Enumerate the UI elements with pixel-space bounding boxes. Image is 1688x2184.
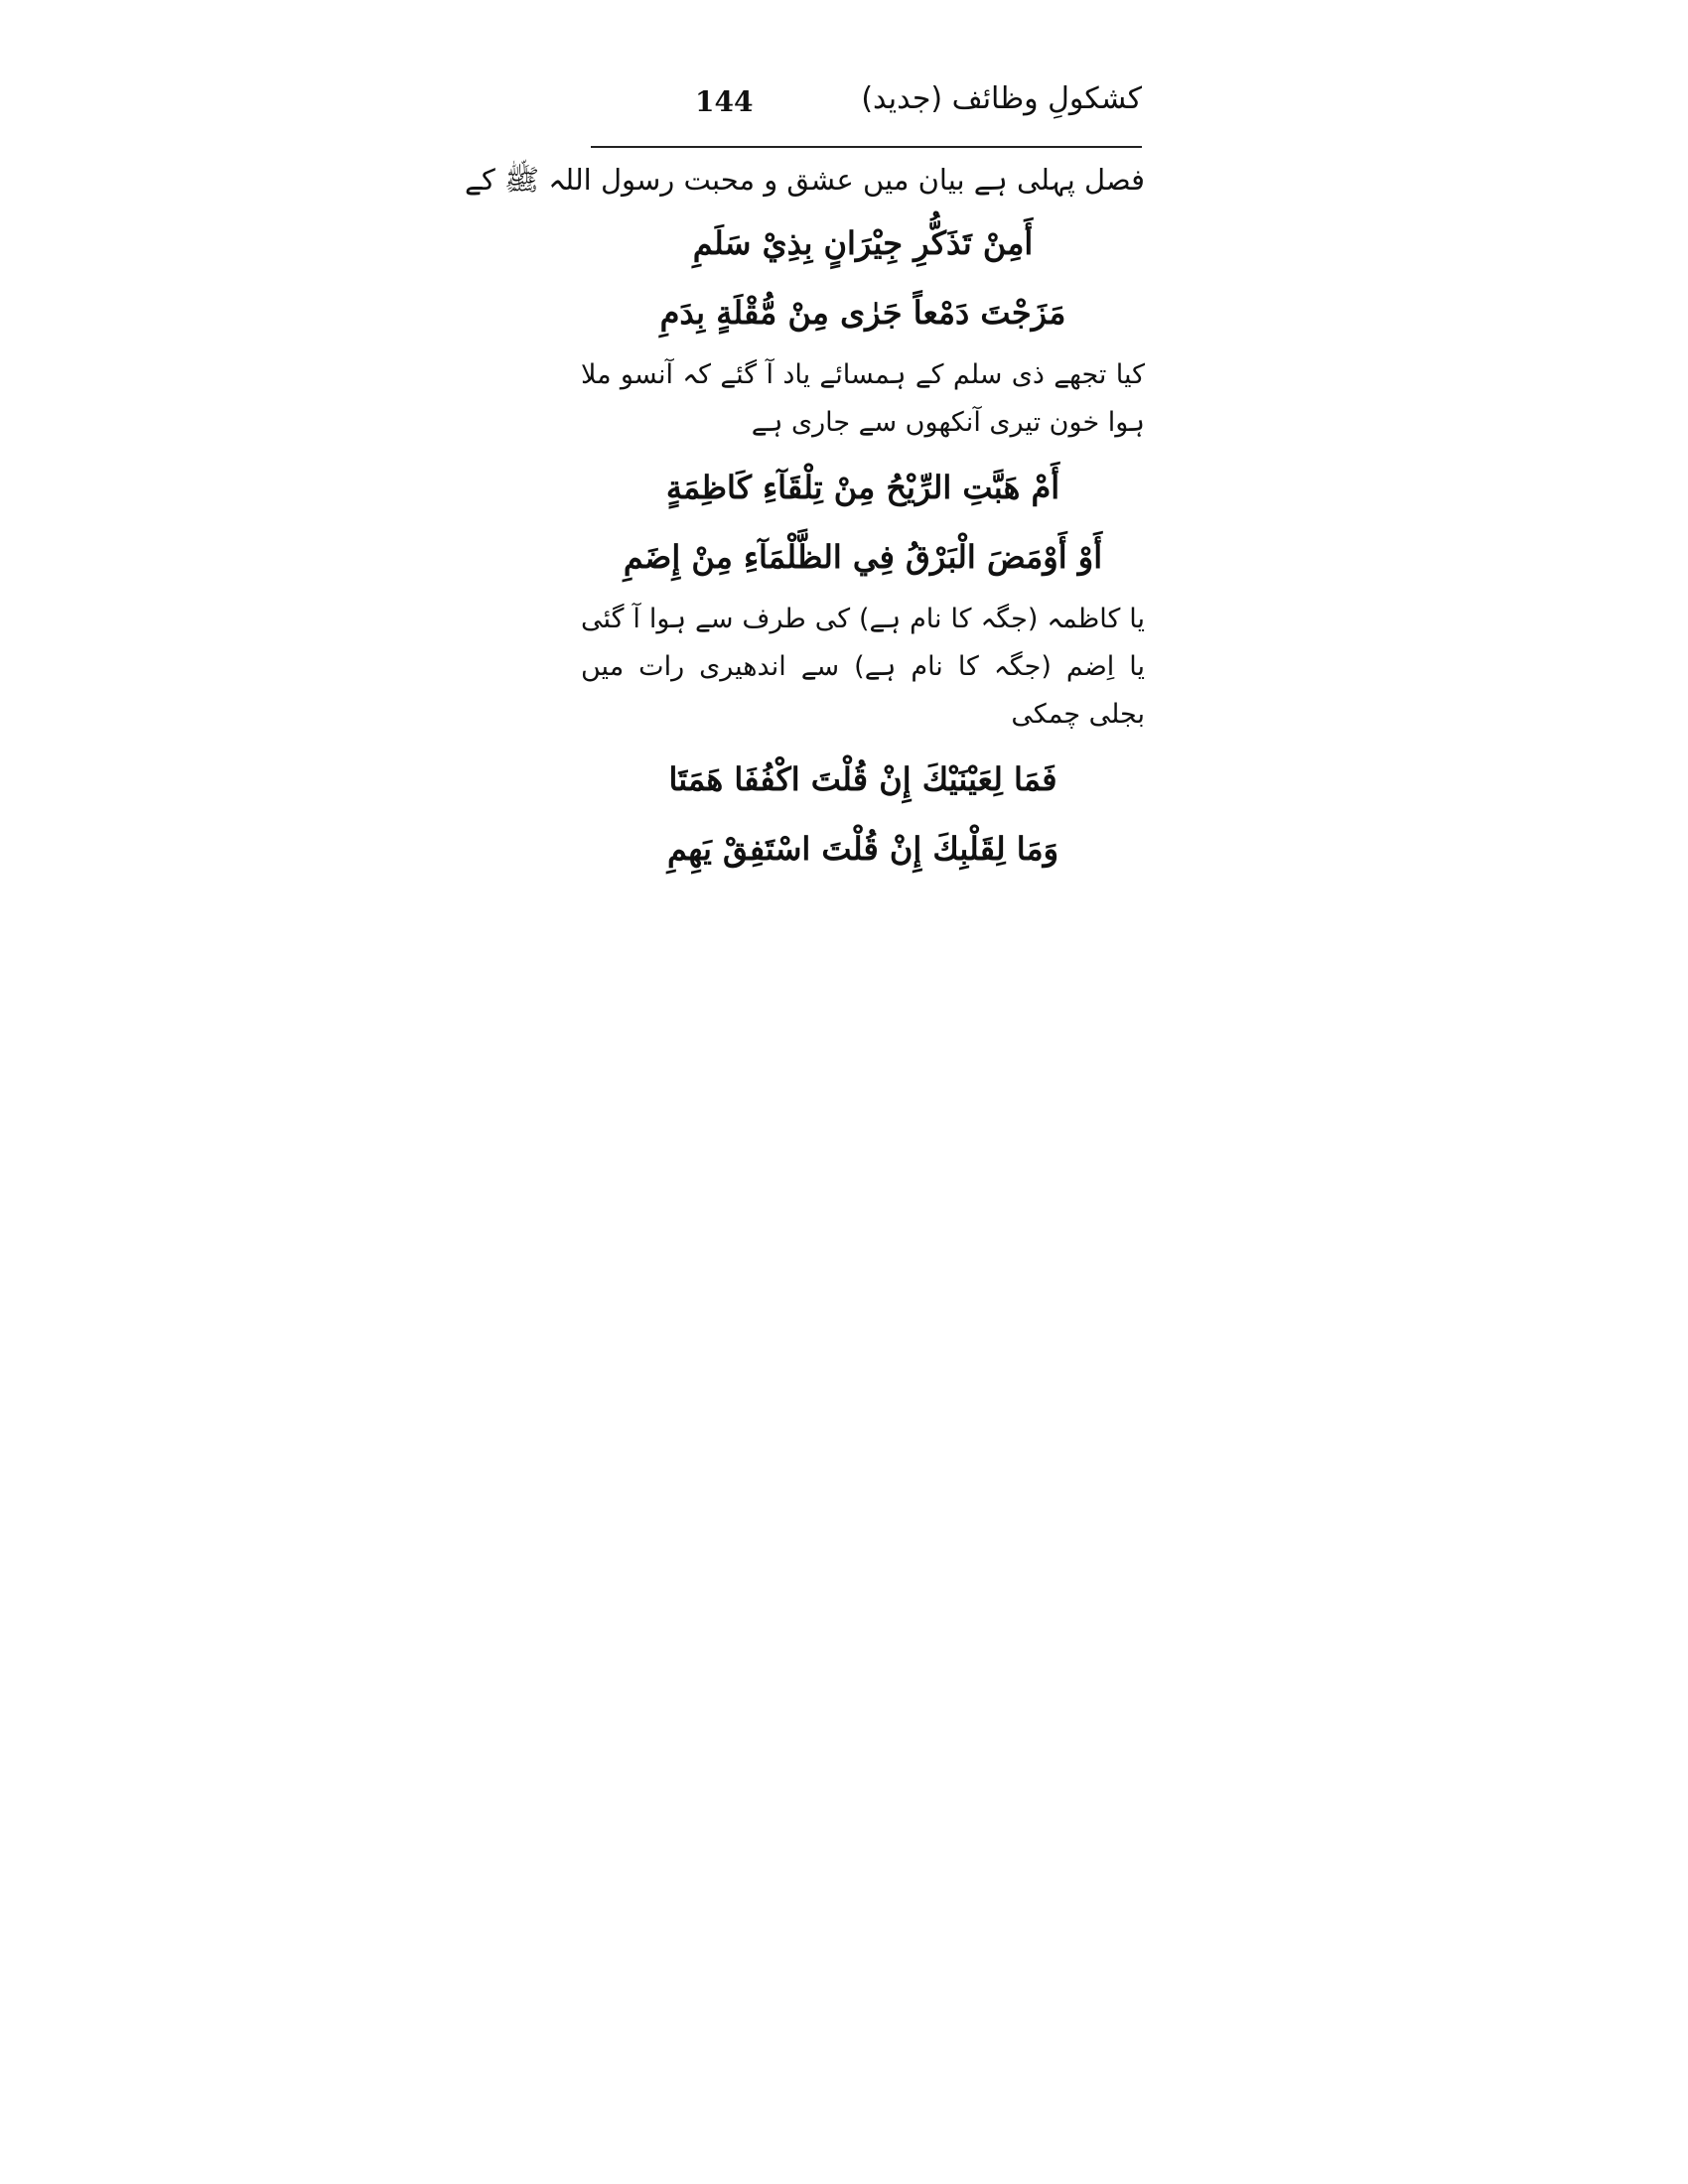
arabic-verse-line: أَوْ أَوْمَضَ الْبَرْقُ فِي الظَّلْمَآءِ مِنْ إِضَمِ <box>623 538 1103 576</box>
page-content <box>464 151 1145 884</box>
stanza <box>581 745 1145 884</box>
stanza <box>581 208 1145 447</box>
page-number: 144 <box>695 85 754 118</box>
stanza <box>581 453 1145 739</box>
section-heading: فصل پہلی ہے بیان میں عشق و محبت رسول اللہ ﷺ کے <box>464 163 1145 197</box>
arabic-verse-line: وَمَا لِقَلْبِكَ إِنْ قُلْتَ اسْتَفِقْ يَهِمِ <box>666 830 1059 868</box>
running-title: کشکولِ وظائف (جدید) <box>861 81 1142 116</box>
arabic-verse-line: فَمَا لِعَيْنَيْكَ إِنْ قُلْتَ اكْفُفَا هَمَتَا <box>668 760 1057 798</box>
urdu-translation: یا کاظمہ (جگہ کا نام ہے) کی طرف سے ہوا آ گئی یا اِضم (جگہ کا نام ہے) سے اندھیری رات میں بجلی چمکی <box>581 604 1145 730</box>
header-divider <box>591 146 1142 148</box>
arabic-verse-line: أَمِنْ تَذَكُّرِ جِيْرَانٍ بِذِيْ سَلَمِ <box>692 224 1034 262</box>
page-header <box>586 81 1142 137</box>
urdu-translation: کیا تجھے ذی سلم کے ہمسائے یاد آ گئے کہ آنسو ملا ہوا خون تیری آنکھوں سے جاری ہے <box>581 359 1145 438</box>
arabic-verse-line: أَمْ هَبَّتِ الرِّيْحُ مِنْ تِلْقَآءِ كَاظِمَةٍ <box>665 469 1060 506</box>
arabic-verse-line: مَزَجْتَ دَمْعاً جَرٰى مِنْ مُّقْلَةٍ بِدَمِ <box>659 294 1066 332</box>
